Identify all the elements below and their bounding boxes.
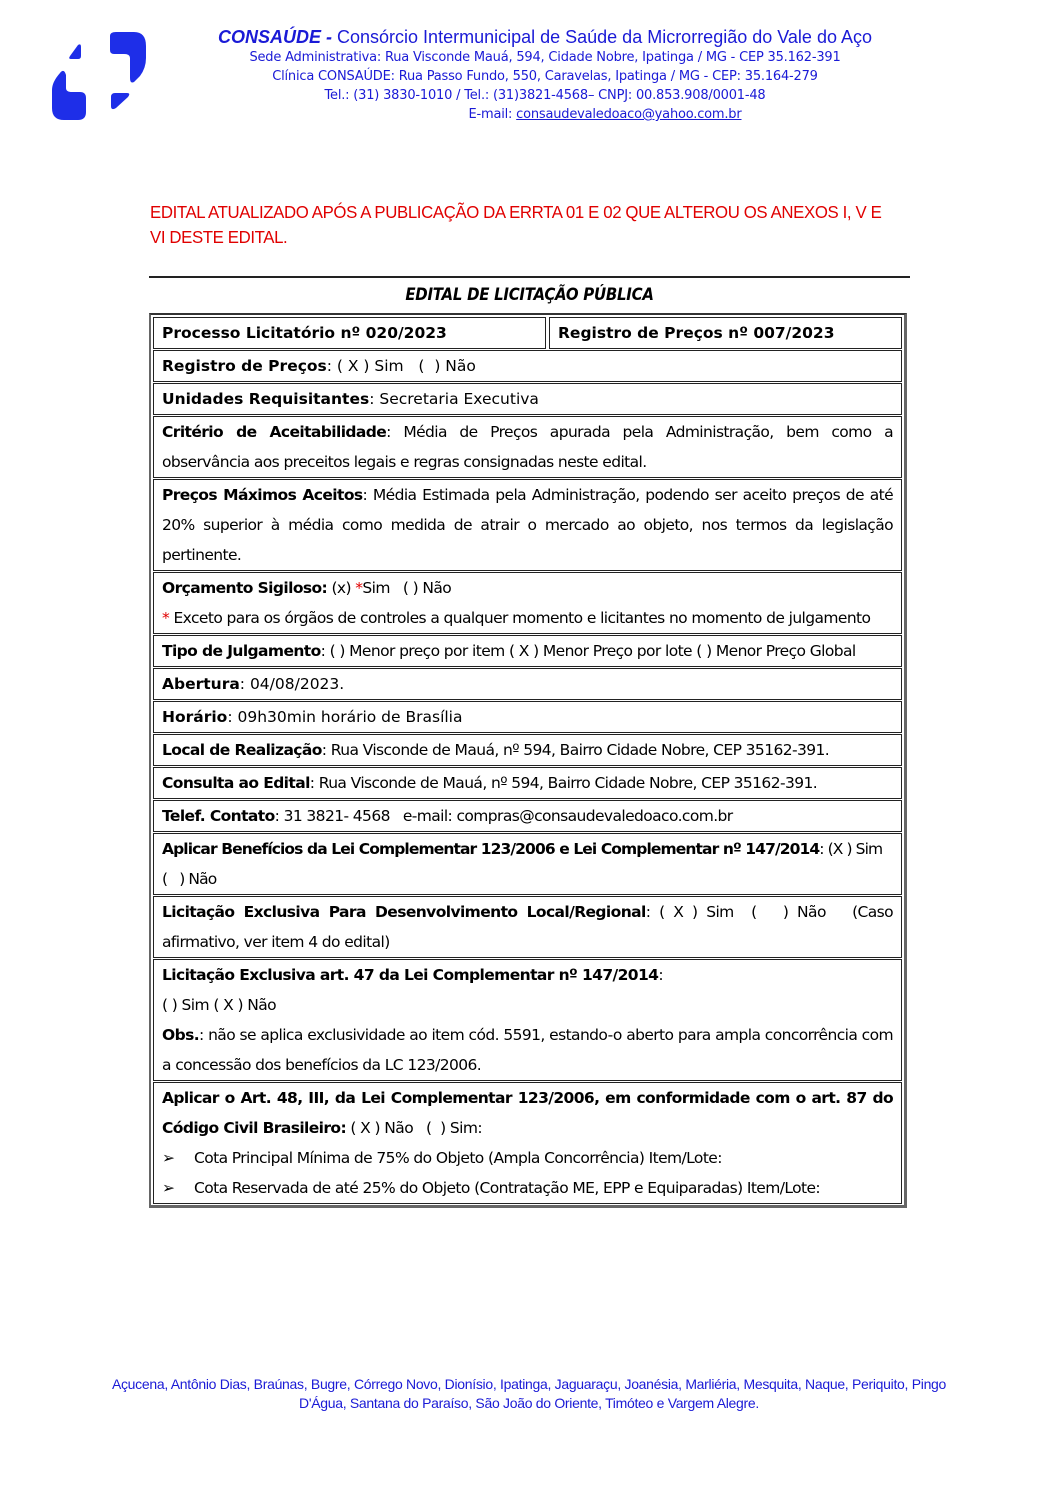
note-text: Exceto para os órgãos de controles a qualquer momento e licitantes no momento de julgamento (169, 609, 871, 627)
list-item (162, 1143, 893, 1173)
row-value: : Secretaria Executiva (369, 390, 539, 408)
clinica-address: Clínica CONSAÚDE: Rua Passo Fundo, 550, Caravelas, Ipatinga / MG - CEP: 35.164-279 (272, 69, 818, 84)
row-label: Unidades Requisitantes (162, 390, 370, 408)
row-value: : ( X ) Sim ( ) Não (326, 357, 476, 375)
row-label: Abertura (162, 675, 240, 693)
row-value: (x) (327, 579, 356, 597)
asterisk: * (162, 609, 170, 627)
row-label: Licitação Exclusiva Para Desenvolvimento Local/Regional (162, 903, 646, 921)
row-criterio (153, 416, 902, 478)
row-label: Aplicar o Art. 48, III, da Lei Complementar 123/2006, em conformidade com o art. 87 do Código Civil Brasileiro: (162, 1089, 893, 1137)
org-full-name: Consórcio Intermunicipal de Saúde da Microrregião do Vale do Aço (337, 27, 872, 47)
row-tipo-julgamento (153, 635, 902, 667)
row-label: Aplicar Benefícios da Lei Complementar 123/2006 e Lei Complementar nº 147/2014 (162, 840, 820, 858)
asterisk: * (355, 579, 363, 597)
header-row (153, 317, 902, 349)
art47-heading (162, 960, 893, 990)
row-value: : 04/08/2023. (239, 675, 345, 693)
arrow-bullet-icon: ➢ (162, 1149, 175, 1167)
row-value: Sim ( ) Não (362, 579, 452, 597)
row-value: : Rua Visconde de Mauá, nº 594, Bairro Cidade Nobre, CEP 35162-391. (321, 741, 830, 759)
row-label: Preços Máximos Aceitos (162, 486, 363, 504)
row-consulta (153, 767, 902, 799)
row-value: : (658, 966, 663, 984)
row-label: Registro de Preços (162, 357, 327, 375)
row-label: Critério de Aceitabilidade (162, 423, 387, 441)
row-value: ( X ) Não ( ) Sim: (346, 1119, 482, 1137)
row-unidades (153, 383, 902, 415)
row-orcamento-sigiloso (153, 572, 902, 634)
list-item (162, 1173, 893, 1203)
row-label: Consulta ao Edital (162, 774, 310, 792)
update-notice: EDITAL ATUALIZADO APÓS A PUBLICAÇÃO DA ERRTA 01 E 02 QUE ALTEROU OS ANEXOS I, V E VI DESTE EDITAL. (150, 202, 882, 247)
row-label: Licitação Exclusiva art. 47 da Lei Complementar nº 147/2014 (162, 966, 659, 984)
footer-municipios: Açucena, Antônio Dias, Braúnas, Bugre, Córrego Novo, Dionísio, Ipatinga, Jaguaraçu, Joanésia, Marliéria, Mesquita, Naque, Periquito, Pingo D'Água, Santana do Paraíso, São João do Oriente, Timóteo e Vargem Alegre. (111, 1376, 947, 1411)
phones-cnpj: Tel.: (31) 3830-1010 / Tel.: (31)3821-4568– CNPJ: 00.853.908/0001-48 (324, 88, 766, 103)
org-title (175, 26, 915, 48)
art48-heading (162, 1083, 893, 1143)
row-precos-maximos (153, 479, 902, 571)
edital-table (149, 313, 907, 1208)
row-local (153, 734, 902, 766)
sede-address: Sede Administrativa: Rua Visconde Mauá, 594, Cidade Nobre, Ipatinga / MG - CEP 35.162-391 (249, 50, 841, 65)
bullet-text: Cota Reservada de até 25% do Objeto (Contratação ME, EPP e Equiparadas) Item/Lote: (194, 1179, 821, 1197)
registro-numero-cell: Registro de Preços nº 007/2023 (549, 317, 902, 349)
row-label: Tipo de Julgamento (162, 642, 321, 660)
letterhead (175, 26, 915, 124)
row-registro-precos (153, 350, 902, 382)
email-link[interactable]: consaudevaledoaco@yahoo.com.br (516, 107, 742, 122)
divider (149, 276, 910, 278)
row-beneficios (153, 833, 902, 895)
email-label: E-mail: (468, 107, 517, 122)
row-art48 (153, 1082, 902, 1204)
row-exclusiva-local (153, 896, 902, 958)
row-label: Telef. Contato (162, 807, 275, 825)
row-telefone (153, 800, 902, 832)
art47-options: ( ) Sim ( X ) Não (162, 996, 276, 1014)
row-value: : ( X ) Sim ( ) Não (Caso afirmativo, ver item 4 do edital) (162, 903, 898, 951)
row-label: Local de Realização (162, 741, 322, 759)
row-value: : (X ) Sim ( ) Não (162, 840, 903, 888)
row-label: Horário (162, 708, 228, 726)
bullet-text: Cota Principal Mínima de 75% do Objeto (Ampla Concorrência) Item/Lote: (194, 1149, 722, 1167)
row-horario (153, 701, 902, 733)
row-abertura (153, 668, 902, 700)
org-name: CONSAÚDE - (217, 27, 332, 47)
row-label: Orçamento Sigiloso: (162, 579, 328, 597)
obs-label: Obs. (162, 1026, 199, 1044)
row-value: : Média de Preços apurada pela Administração, bem como a observância aos preceitos legais e regras consignadas neste edital. (162, 423, 893, 471)
consaude-logo-icon (48, 28, 158, 124)
row-exclusiva-art47 (153, 959, 902, 1081)
obs-text: : não se aplica exclusividade ao item cód. 5591, estando-o aberto para ampla concorrência com a concessão dos benefícios da LC 123/2006. (162, 1026, 893, 1074)
row-value: : Média Estimada pela Administração, podendo ser aceito preços de até 20% superior à média como medida de atrair o mercado ao objeto, nos termos da legislação pertinente. (162, 486, 894, 564)
processo-cell: Processo Licitatório nº 020/2023 (153, 317, 546, 349)
document-title: EDITAL DE LICITAÇÃO PÚBLICA (405, 285, 654, 305)
email-line (175, 105, 915, 124)
orcamento-note (162, 603, 893, 633)
row-value: : ( ) Menor preço por item ( X ) Menor Preço por lote ( ) Menor Preço Global (320, 642, 856, 660)
row-value: : 31 3821- 4568 e-mail: compras@consaudevaledoaco.com.br (274, 807, 733, 825)
orcamento-line (162, 573, 893, 603)
art47-obs (162, 1020, 893, 1080)
arrow-bullet-icon: ➢ (162, 1179, 175, 1197)
row-value: : 09h30min horário de Brasília (227, 708, 463, 726)
row-value: : Rua Visconde de Mauá, nº 594, Bairro Cidade Nobre, CEP 35162-391. (309, 774, 818, 792)
